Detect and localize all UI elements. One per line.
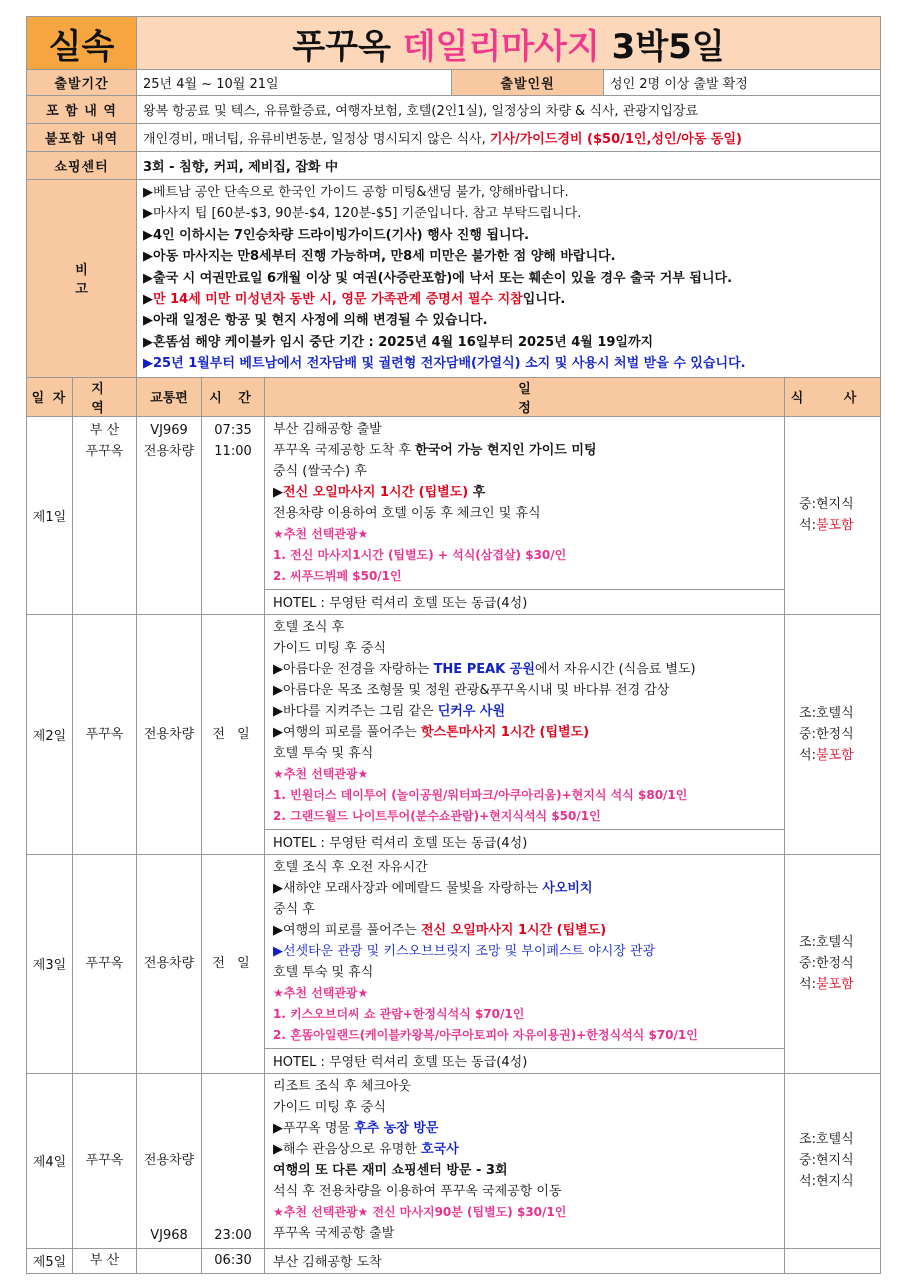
note-line: ▶25년 1월부터 베트남에서 전자담배 및 궐련형 전자담배(가열식) 소지 및 사용시 처벌 받을 수 있습니다. <box>143 356 746 372</box>
day2-hotel: HOTEL : 무영탄 럭셔리 호텔 또는 동급(4성) <box>265 829 785 854</box>
schedule-line: 중식 후 <box>273 901 315 917</box>
exclude-guide-fee: 기사/가이드경비 ($50/1인,성인/아동 동일) <box>489 132 742 147</box>
schedule-line: 호텔 투숙 및 휴식 <box>273 745 374 761</box>
day3-hotel: HOTEL : 무영탄 럭셔리 호텔 또는 동급(4성) <box>265 1048 785 1073</box>
day5-meals <box>785 1248 881 1273</box>
schedule-line: 호텔 조식 후 오전 자유시간 <box>273 859 428 875</box>
meal-prefix: 석: <box>799 747 816 763</box>
day4-meals <box>785 1073 881 1248</box>
schedule-line: 중식 (쌀국수) 후 <box>273 463 367 479</box>
option-line: 1. 빈원더스 데이투어 (놀이공원/워터파크/아쿠아리움)+현지식 석식 $80/1인 <box>273 787 688 802</box>
exclude-row <box>27 124 881 152</box>
schedule-line: 호텔 투숙 및 휴식 <box>273 964 374 980</box>
schedule-line: 전용차량 이용하여 호텔 이동 후 체크인 및 휴식 <box>273 505 541 521</box>
day1-hotel: HOTEL : 무영탄 럭셔리 호텔 또는 동급(4성) <box>265 589 785 614</box>
day4-label: 제4일 <box>27 1073 73 1248</box>
depart-period-value: 25년 4월 ~ 10월 21일 <box>137 70 452 96</box>
include-row <box>27 96 881 124</box>
meal-breakfast: 조:호텔식 <box>799 705 854 721</box>
day1-place <box>73 416 137 614</box>
day4-time: 23:00 <box>202 1073 265 1248</box>
schedule-line: 리조트 조식 후 체크아웃 <box>273 1078 411 1094</box>
day1-schedule <box>265 416 785 589</box>
note-minor-warning: 만 14세 미만 미성년자 동반 시, 영문 가족관계 증명서 필수 지참 <box>153 292 523 308</box>
schedule-highlight: THE PEAK 공원 <box>433 661 535 677</box>
note-line: ▶마사지 팁 [60분-$3, 90분-$4, 120분-$5] 기준입니다. 참고 부탁드립니다. <box>143 206 582 222</box>
meal-prefix: 석: <box>799 977 816 993</box>
schedule-highlight: 전신 오일마사지 1시간 (팁별도) <box>421 922 607 938</box>
day1-time-2: 11:00 <box>214 443 252 459</box>
day1-transport <box>137 416 202 614</box>
meal-not-included: 불포함 <box>815 518 854 534</box>
day2-meals <box>785 614 881 854</box>
day1-vehicle: 전용차량 <box>143 443 195 459</box>
day1-meals <box>785 416 881 614</box>
schedule-highlight: 핫스톤마사지 1시간 (팁별도) <box>421 724 590 740</box>
schedule-highlight: 후추 농장 방문 <box>354 1120 439 1136</box>
schedule-highlight: 한국어 가능 현지인 가이드 미팅 <box>415 442 597 458</box>
schedule-text: ▶새하얀 모래사장과 에메랄드 물빛을 자랑하는 <box>273 880 543 896</box>
schedule-bullet: ▶ <box>273 484 284 500</box>
day3-place: 푸꾸옥 <box>73 854 137 1073</box>
day1-place-2: 푸꾸옥 <box>85 443 124 459</box>
schedule-text: 에서 자유시간 (식음료 별도) <box>534 661 696 677</box>
day3-label: 제3일 <box>27 854 73 1073</box>
schedule-line <box>273 1139 784 1160</box>
day3-meals <box>785 854 881 1073</box>
schedule-highlight: 사오비치 <box>542 880 593 896</box>
col-meal: 식 사 <box>785 377 881 416</box>
shop-label: 쇼핑센터 <box>27 152 137 180</box>
title-row <box>27 17 881 70</box>
schedule-line <box>273 659 784 680</box>
meal-prefix: 석: <box>799 518 816 534</box>
note-bullet: ▶ <box>143 292 154 308</box>
include-value: 왕복 항공료 및 텍스, 유류할증료, 여행자보험, 호텔(2인1실), 일정상의 차량 & 식사, 관광지입장료 <box>137 96 881 124</box>
schedule-text: ▶바다를 지켜주는 그림 같은 <box>273 703 438 719</box>
page-title <box>137 17 881 70</box>
day1-time <box>202 416 265 614</box>
option-title: ★추천 선택관광★ <box>273 985 369 1000</box>
schedule-text: ▶여행의 피로를 풀어주는 <box>273 922 421 938</box>
note-line: ▶혼똠섬 해양 케이블카 임시 중단 기간 : 2025년 4월 16일부터 2025년 4월 19일까지 <box>143 334 654 350</box>
schedule-line <box>273 878 784 899</box>
schedule-text: ▶아름다운 전경을 자랑하는 <box>273 661 434 677</box>
schedule-line <box>273 1118 784 1139</box>
day4-transport <box>137 1073 202 1248</box>
schedule-text: 푸꾸옥 국제공항 도착 후 <box>273 442 416 458</box>
day1-row <box>27 416 881 589</box>
meal-lunch: 중:현지식 <box>799 497 854 513</box>
title-destination: 푸꾸옥 <box>292 26 391 67</box>
schedule-line <box>273 722 784 743</box>
day3-transport: 전용차량 <box>137 854 202 1073</box>
day2-schedule <box>265 614 785 829</box>
itinerary-page <box>26 16 880 1274</box>
include-label: 포 함 내 역 <box>27 96 137 124</box>
note-line: ▶아래 일정은 항공 및 현지 사정에 의해 변경될 수 있습니다. <box>143 313 488 329</box>
day3-time: 전 일 <box>202 854 265 1073</box>
schedule-text: ▶여행의 피로를 풀어주는 <box>273 724 421 740</box>
meal-breakfast: 조:호텔식 <box>799 1132 854 1148</box>
note-line: ▶아동 마사지는 만8세부터 진행 가능하며, 만8세 미만은 불가한 점 양해 바랍니다. <box>143 249 616 265</box>
schedule-line: 푸꾸옥 국제공항 출발 <box>273 1225 395 1241</box>
itinerary-table <box>26 16 881 1274</box>
day2-place: 푸꾸옥 <box>73 614 137 854</box>
day1-label: 제1일 <box>27 416 73 614</box>
day5-transport <box>137 1248 202 1273</box>
col-schedule: 일 정 <box>265 377 785 416</box>
schedule-highlight: 호국사 <box>421 1141 459 1157</box>
meal-breakfast: 조:호텔식 <box>799 935 854 951</box>
option-title: ★추천 선택관광★ <box>273 766 369 781</box>
meal-dinner: 석:현지식 <box>799 1174 854 1190</box>
col-time: 시 간 <box>202 377 265 416</box>
option-line: ★추천 선택관광★ 전신 마사지90분 (팁별도) $30/1인 <box>273 1204 567 1219</box>
schedule-line: 가이드 미팅 후 중식 <box>273 640 386 656</box>
schedule-text: ▶푸꾸옥 명물 <box>273 1120 355 1136</box>
schedule-line <box>273 482 784 503</box>
column-header-row <box>27 377 881 416</box>
notes-label: 비 고 <box>27 180 137 378</box>
day5-row <box>27 1248 881 1273</box>
meal-lunch: 중:한정식 <box>799 956 854 972</box>
meal-dinner <box>799 515 880 536</box>
schedule-line: ▶선셋타운 관광 및 키스오브브릿지 조망 및 부이페스트 야시장 관광 <box>273 943 656 959</box>
note-line <box>143 289 880 310</box>
exclude-label: 불포함 내역 <box>27 124 137 152</box>
note-line: ▶베트남 공안 단속으로 한국인 가이드 공항 미팅&샌딩 불가, 양해바랍니다. <box>143 185 569 200</box>
schedule-line: 석식 후 전용차량을 이용하여 푸꾸옥 국제공항 이동 <box>273 1183 562 1199</box>
option-line: 2. 씨푸드뷔페 $50/1인 <box>273 568 402 583</box>
meal-dinner <box>799 745 880 766</box>
day2-transport: 전용차량 <box>137 614 202 854</box>
day2-label: 제2일 <box>27 614 73 854</box>
schedule-highlight: 딘커우 사원 <box>437 703 506 719</box>
day2-time: 전 일 <box>202 614 265 854</box>
meal-dinner <box>799 974 880 995</box>
option-line: 1. 키스오브더씨 쇼 관람+한정식석식 $70/1인 <box>273 1006 525 1021</box>
note-line: ▶4인 이하시는 7인승차량 드라이빙가이드(기사) 행사 진행 됩니다. <box>143 227 530 243</box>
schedule-line: 여행의 또 다른 재미 쇼핑센터 방문 - 3회 <box>273 1162 508 1178</box>
day1-flight: VJ969 <box>150 422 188 438</box>
schedule-line: 부산 김해공항 출발 <box>273 421 382 437</box>
day2-row <box>27 614 881 829</box>
day4-vehicle: 전용차량 <box>143 1153 195 1169</box>
title-product: 데일리마사지 <box>402 26 600 67</box>
meal-not-included: 불포함 <box>815 747 854 763</box>
meal-lunch: 중:현지식 <box>799 1153 854 1169</box>
col-day: 일 자 <box>27 377 73 416</box>
exclude-value <box>137 124 881 152</box>
schedule-text: ▶해수 관음상으로 유명한 <box>273 1141 421 1157</box>
depart-row <box>27 70 881 96</box>
shop-value: 3회 - 침향, 커피, 제비집, 잡화 中 <box>137 152 881 180</box>
day4-schedule <box>265 1073 785 1248</box>
title-duration: 3박5일 <box>611 26 725 67</box>
schedule-line <box>273 920 784 941</box>
note-tail: 입니다. <box>522 292 566 308</box>
col-transport: 교통편 <box>137 377 202 416</box>
meal-not-included: 불포함 <box>815 977 854 993</box>
day1-time-1: 07:35 <box>214 422 252 438</box>
schedule-line: ▶아름다운 목조 조형물 및 정원 관광&푸꾸옥시내 및 바다뷰 전경 감상 <box>273 682 670 698</box>
schedule-line <box>273 701 784 722</box>
day5-place: 부 산 <box>73 1248 137 1273</box>
title-badge: 실속 <box>27 17 137 70</box>
exclude-text: 개인경비, 매너팁, 유류비변동분, 일정상 명시되지 않은 식사, <box>143 132 490 147</box>
note-line: ▶출국 시 여권만료일 6개월 이상 및 여권(사증란포함)에 낙서 또는 훼손이 있을 경우 출국 거부 됩니다. <box>143 270 733 286</box>
day3-schedule <box>265 854 785 1048</box>
notes-content <box>137 180 881 378</box>
schedule-text: 후 <box>468 484 486 500</box>
depart-people-label: 출발인원 <box>452 70 604 96</box>
option-line: 2. 혼똠아일랜드(케이블카왕복/아쿠아토피아 자유이용권)+한정식석식 $70/1인 <box>273 1027 698 1042</box>
option-line: 2. 그랜드월드 나이트투어(분수쇼관람)+현지식석식 $50/1인 <box>273 808 601 823</box>
schedule-line: 호텔 조식 후 <box>273 619 345 635</box>
day4-row <box>27 1073 881 1248</box>
day1-place-1: 부 산 <box>89 422 120 438</box>
day5-schedule: 부산 김해공항 도착 <box>265 1248 785 1273</box>
day5-time: 06:30 <box>202 1248 265 1273</box>
col-place: 지 역 <box>73 377 137 416</box>
meal-lunch: 중:한정식 <box>799 726 854 742</box>
day4-place: 푸꾸옥 <box>73 1073 137 1248</box>
option-line: 1. 전신 마사지1시간 (팁별도) + 석식(삼겹살) $30/인 <box>273 547 567 562</box>
day4-flight: VJ968 <box>150 1227 188 1243</box>
schedule-line <box>273 440 784 461</box>
schedule-highlight: 전신 오일마사지 1시간 (팁별도) <box>283 484 469 500</box>
schedule-line: 가이드 미팅 후 중식 <box>273 1099 386 1115</box>
depart-people-value: 성인 2명 이상 출발 확정 <box>604 70 881 96</box>
option-title: ★추천 선택관광★ <box>273 526 369 541</box>
notes-row <box>27 180 881 378</box>
day3-row <box>27 854 881 1048</box>
depart-period-label: 출발기간 <box>27 70 137 96</box>
day5-label: 제5일 <box>27 1248 73 1273</box>
shop-row <box>27 152 881 180</box>
